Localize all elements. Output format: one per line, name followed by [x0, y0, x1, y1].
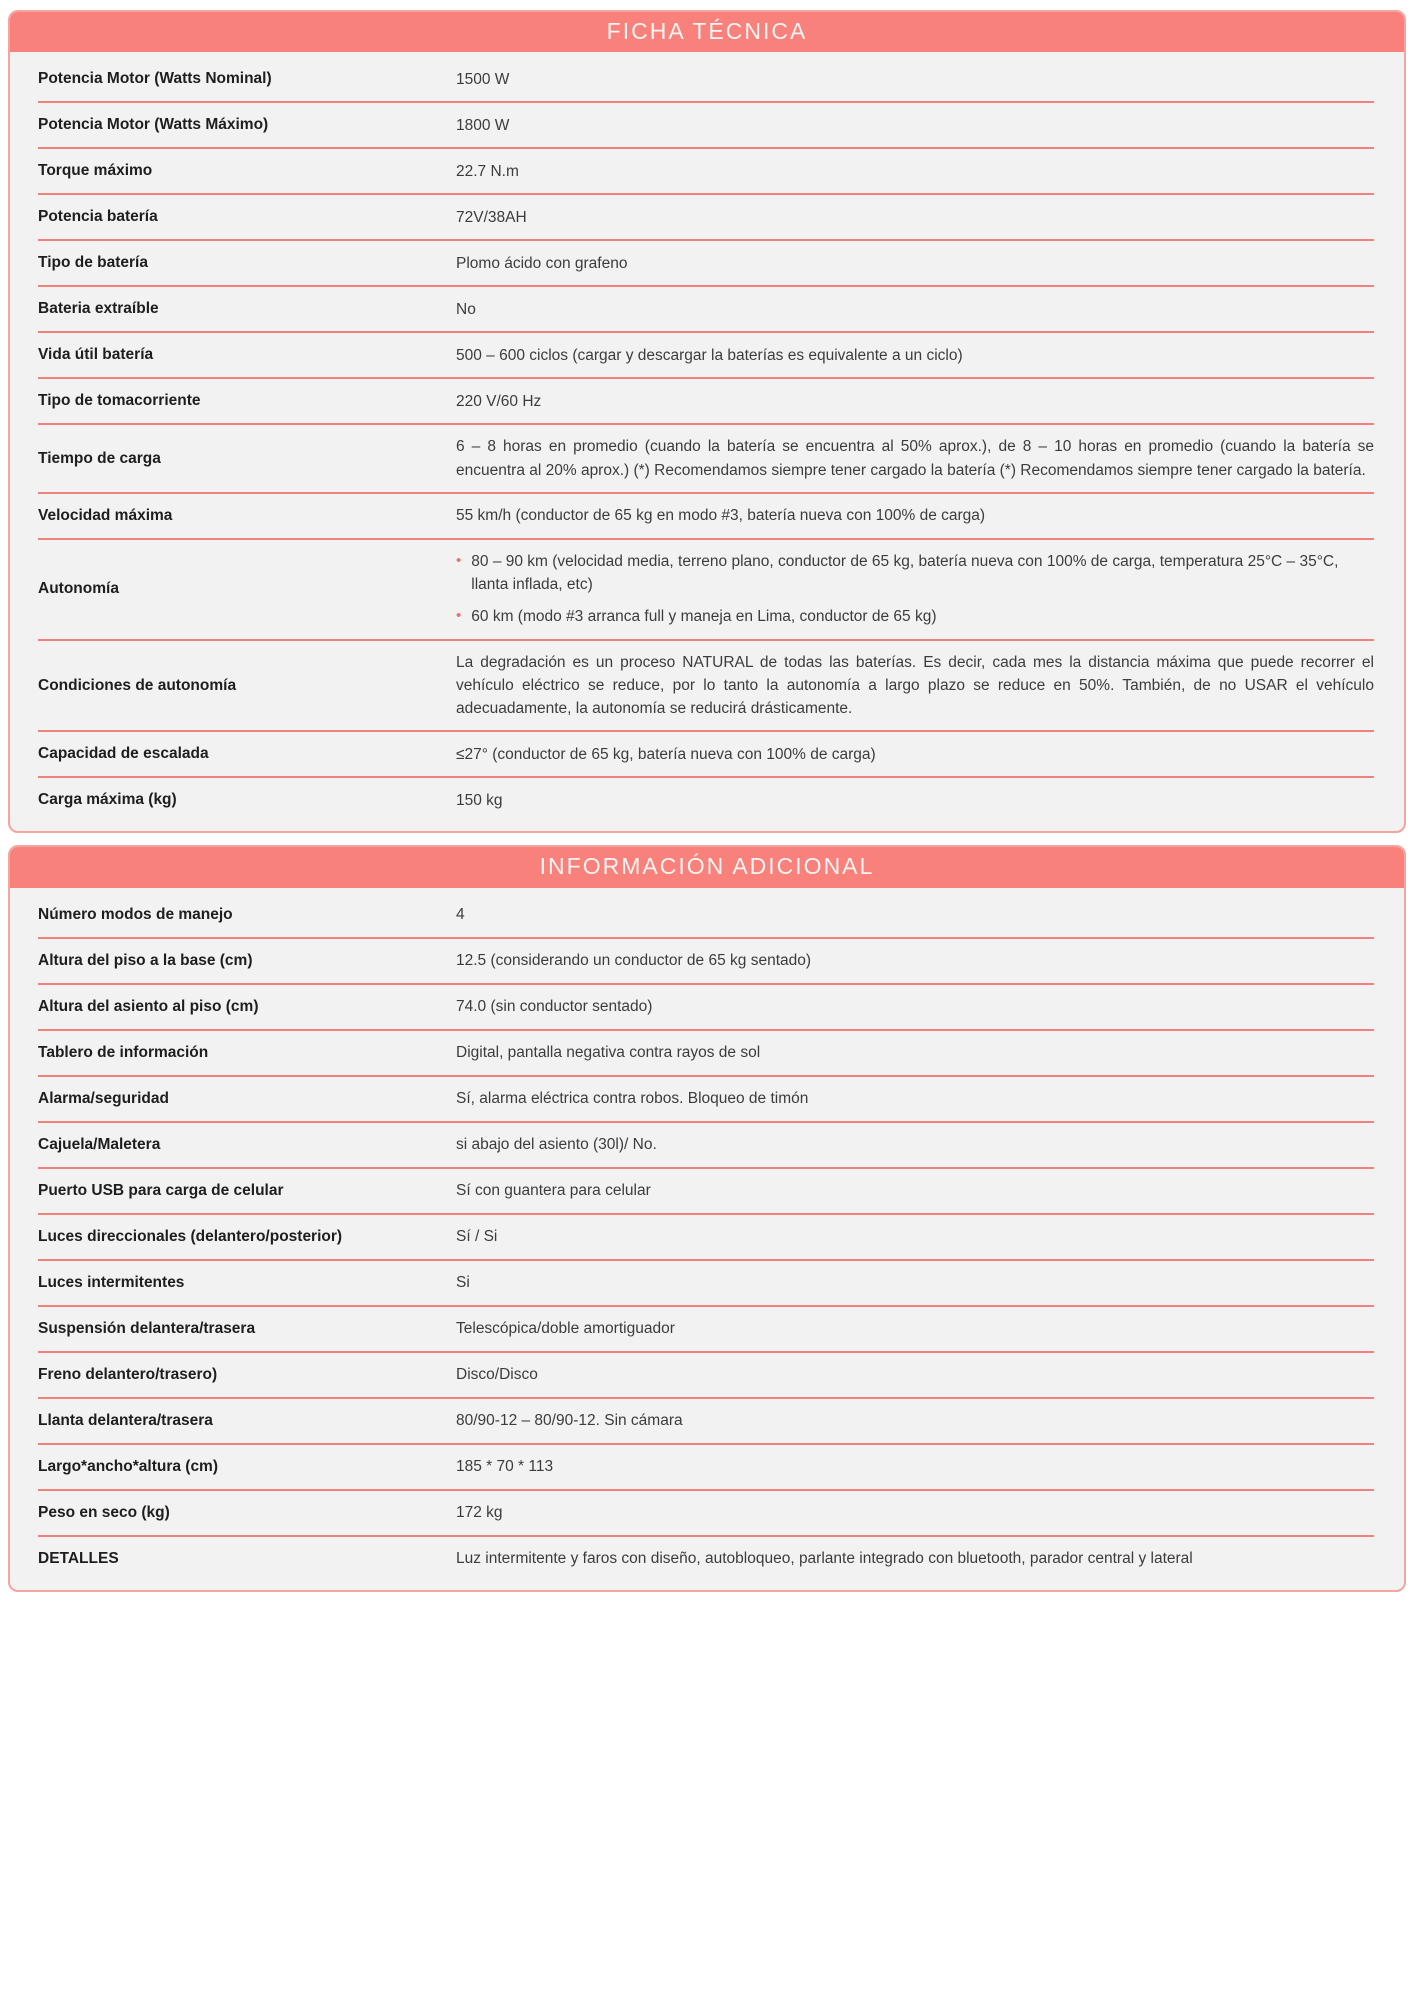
spec-row [10, 1491, 1404, 1535]
spec-row-label: Peso en seco (kg) [38, 1503, 170, 1521]
spec-row-label: Cajuela/Maletera [38, 1135, 161, 1153]
spec-row-value: Digital, pantalla negativa contra rayos de sol [456, 1043, 761, 1061]
ficha-tecnica-header [10, 12, 1404, 52]
spec-row-value: si abajo del asiento (30l)/ No. [456, 1135, 657, 1153]
spec-row-value: ≤27° (conductor de 65 kg, batería nueva con 100% de carga) [456, 745, 876, 763]
spec-row-label: Número modos de manejo [38, 905, 233, 923]
spec-row-value: 500 – 600 ciclos (cargar y descargar la baterías es equivalente a un ciclo) [456, 346, 963, 364]
spec-row [10, 494, 1404, 538]
spec-row-value: 72V/38AH [456, 208, 527, 226]
spec-row-label: Tablero de información [38, 1043, 209, 1061]
spec-row-label: Freno delantero/trasero) [38, 1365, 218, 1383]
spec-row-label: Tiempo de carga [38, 449, 161, 467]
spec-row [10, 241, 1404, 285]
spec-row-label: Potencia Motor (Watts Nominal) [38, 70, 272, 88]
spec-row [10, 540, 1404, 639]
spec-row-value: 55 km/h (conductor de 65 kg en modo #3, batería nueva con 100% de carga) [456, 507, 986, 525]
spec-row [10, 1169, 1404, 1213]
spec-row-value: 1500 W [456, 70, 510, 88]
spec-row [10, 1537, 1404, 1581]
spec-row [10, 1031, 1404, 1075]
spec-row-value: Disco/Disco [456, 1365, 538, 1383]
spec-row [10, 641, 1404, 731]
ficha-tecnica-panel [8, 10, 1406, 833]
spec-row [10, 103, 1404, 147]
spec-row-value: 150 kg [456, 791, 503, 809]
spec-row-label: Carga máxima (kg) [38, 791, 177, 809]
spec-row-label: Altura del asiento al piso (cm) [38, 997, 259, 1015]
spec-row-label: Potencia batería [38, 208, 158, 226]
spec-row-value: 22.7 N.m [456, 162, 519, 180]
spec-row [10, 893, 1404, 937]
bullet-item-text: 80 – 90 km (velocidad media, terreno plano, conductor de 65 kg, batería nueva con 100% de carga, temperatura 25°C – 35°C, llanta inflada, etc) [471, 552, 1339, 594]
spec-row [10, 379, 1404, 423]
spec-row-value: 220 V/60 Hz [456, 392, 542, 410]
spec-row-label: Tipo de tomacorriente [38, 392, 201, 410]
informacion-adicional-header [10, 847, 1404, 887]
spec-row-label: Potencia Motor (Watts Máximo) [38, 116, 269, 134]
spec-row [10, 1445, 1404, 1489]
spec-row [10, 1123, 1404, 1167]
spec-row [10, 333, 1404, 377]
spec-row-value: 185 * 70 * 113 [456, 1457, 554, 1475]
spec-row-value: 80/90-12 – 80/90-12. Sin cámara [456, 1411, 683, 1429]
informacion-adicional-panel [8, 845, 1406, 1591]
spec-row [10, 1307, 1404, 1351]
bullet-icon: • [456, 607, 462, 625]
spec-row [10, 732, 1404, 776]
spec-row-label: Torque máximo [38, 162, 153, 180]
spec-row-value [456, 550, 1374, 629]
spec-row-value: 74.0 (sin conductor sentado) [456, 997, 653, 1015]
spec-row-label: Condiciones de autonomía [38, 676, 237, 694]
spec-row-value: 12.5 (considerando un conductor de 65 kg sentado) [456, 951, 812, 969]
spec-row-value: La degradación es un proceso NATURAL de todas las baterías. Es decir, cada mes la distancia máxima que puede recorrer el vehículo eléctrico se reduce, por lo tanto la autonomía a largo plazo se reduce en 50%. También, de no USAR el vehículo adecuadamente, la autonomía se reducirá drásticamente. [456, 653, 1374, 718]
bullet-item [456, 550, 1374, 597]
spec-row-value: Sí, alarma eléctrica contra robos. Bloqueo de timón [456, 1089, 809, 1107]
spec-row-value: Si [456, 1273, 470, 1291]
spec-row-value: Telescópica/doble amortiguador [456, 1319, 675, 1337]
spec-row [10, 425, 1404, 492]
spec-row-label: Bateria extraíble [38, 300, 159, 318]
spec-row-label: Largo*ancho*altura (cm) [38, 1457, 219, 1475]
spec-row-label: Tipo de batería [38, 254, 148, 272]
spec-row [10, 1353, 1404, 1397]
spec-row-value: No [456, 300, 476, 318]
spec-row-value: 172 kg [456, 1503, 503, 1521]
spec-row-label: Alarma/seguridad [38, 1089, 169, 1107]
section-title-ficha-tecnica: FICHA TÉCNICA [606, 18, 808, 44]
spec-row-value: Luz intermitente y faros con diseño, autobloqueo, parlante integrado con bluetooth, parador central y lateral [456, 1549, 1193, 1567]
spec-row-label: Autonomía [38, 580, 119, 598]
spec-row-value: Sí con guantera para celular [456, 1181, 651, 1199]
spec-row [10, 1399, 1404, 1443]
spec-row [10, 195, 1404, 239]
spec-row-label: Capacidad de escalada [38, 745, 209, 763]
spec-row-label: Altura del piso a la base (cm) [38, 951, 253, 969]
ficha-tecnica-rows [10, 52, 1404, 831]
spec-row [10, 1077, 1404, 1121]
spec-row-label: Luces direccionales (delantero/posterior) [38, 1227, 343, 1245]
spec-row-value: 4 [456, 905, 465, 923]
spec-row-value: 1800 W [456, 116, 510, 134]
spec-row-label: Llanta delantera/trasera [38, 1411, 213, 1429]
spec-row-label: Suspensión delantera/trasera [38, 1319, 256, 1337]
spec-row [10, 149, 1404, 193]
spec-row [10, 939, 1404, 983]
section-title-informacion-adicional: INFORMACIÓN ADICIONAL [539, 853, 875, 880]
spec-row [10, 287, 1404, 331]
spec-row-value: 6 – 8 horas en promedio (cuando la batería se encuentra al 50% aprox.), de 8 – 10 horas en promedio (cuando la batería se encuentra al 20% aprox.) (*) Recomendamos siempre tener cargado la batería (*) Recomendamos siempre tener cargado la batería. [456, 438, 1374, 479]
bullet-item-text: 60 km (modo #3 arranca full y maneja en Lima, conductor de 65 kg) [471, 608, 937, 626]
spec-row [10, 1261, 1404, 1305]
spec-row-label: Luces intermitentes [38, 1273, 185, 1291]
spec-row-label: Puerto USB para carga de celular [38, 1181, 284, 1199]
spec-row-label: Velocidad máxima [38, 506, 173, 524]
bullet-item [456, 605, 1374, 628]
spec-row [10, 1215, 1404, 1259]
spec-row-label: DETALLES [38, 1549, 119, 1567]
spec-row-value: Plomo ácido con grafeno [456, 254, 628, 272]
bullet-icon: • [456, 551, 462, 569]
spec-row-label: Vida útil batería [38, 346, 154, 364]
spec-row [10, 985, 1404, 1029]
spec-row [10, 778, 1404, 822]
informacion-adicional-rows [10, 888, 1404, 1590]
spec-row [10, 57, 1404, 101]
spec-row-value: Sí / Si [456, 1227, 498, 1245]
